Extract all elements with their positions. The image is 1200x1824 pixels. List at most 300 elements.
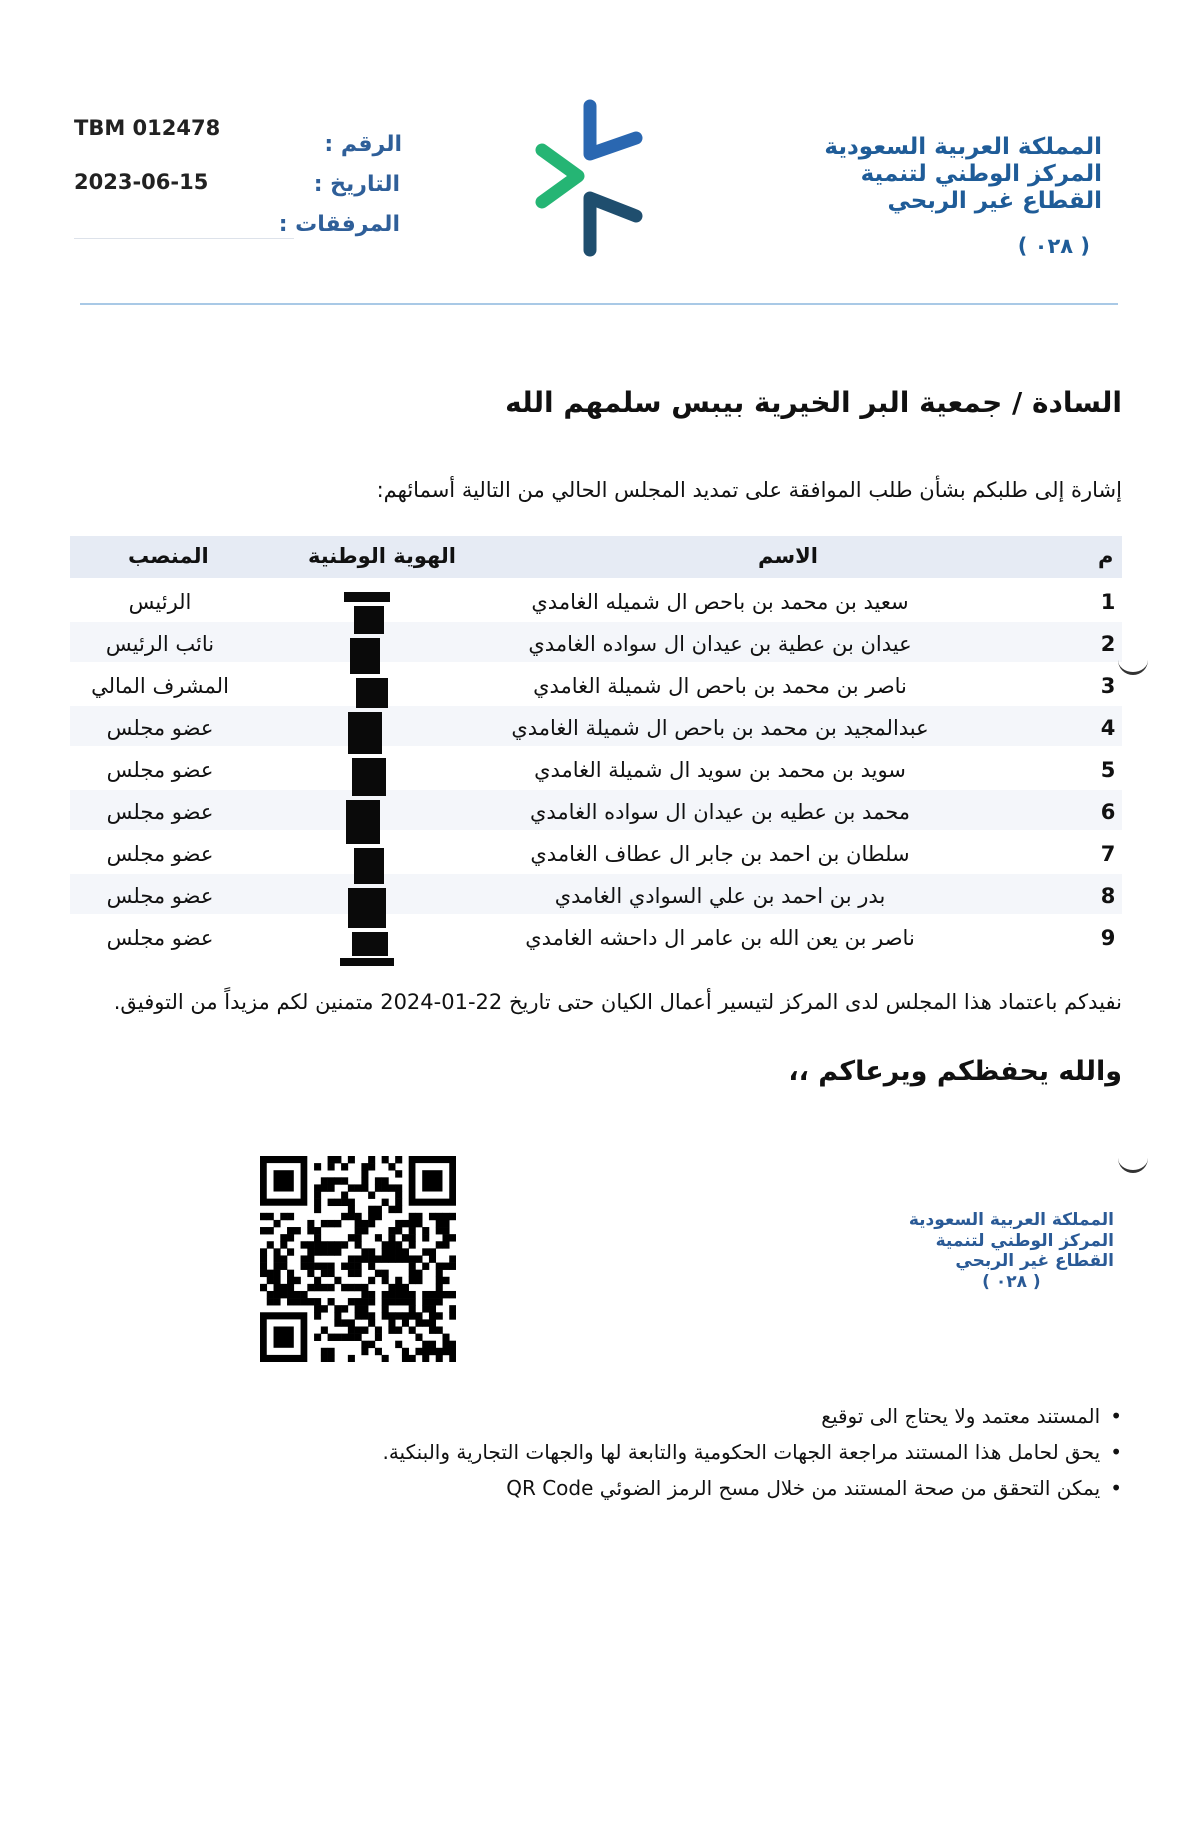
member-name: سعيد بن محمد بن باحص ال شميله الغامدي — [531, 590, 909, 614]
qr-module — [422, 1291, 429, 1298]
qr-module — [449, 1348, 456, 1355]
member-position: عضو مجلس — [106, 758, 214, 782]
qr-module — [341, 1334, 348, 1341]
qr-module — [449, 1263, 456, 1270]
qr-module — [415, 1213, 422, 1220]
logo-dark-arrow — [590, 198, 636, 250]
row-index: 3 — [1100, 674, 1116, 698]
stamp-code: ( ٠٢٨ ) — [982, 1272, 1041, 1293]
qr-module — [361, 1248, 368, 1255]
qr-module — [375, 1206, 382, 1213]
qr-module — [260, 1284, 267, 1291]
qr-module — [307, 1255, 314, 1262]
qr-module — [280, 1291, 287, 1298]
document-date: 2023-06-15 — [74, 170, 209, 194]
qr-module — [321, 1326, 328, 1333]
qr-module — [355, 1184, 362, 1191]
note-item — [222, 1476, 1122, 1500]
qr-module — [402, 1248, 409, 1255]
qr-module — [348, 1184, 355, 1191]
attachments-label: المرفقات : — [278, 212, 400, 237]
qr-module — [368, 1312, 375, 1319]
row-index: 6 — [1100, 800, 1116, 824]
qr-module — [274, 1270, 281, 1277]
qr-module — [348, 1199, 355, 1206]
qr-module — [409, 1213, 416, 1220]
qr-module — [422, 1263, 429, 1270]
qr-module — [395, 1255, 402, 1262]
intro-text: إشارة إلى طلبكم بشأن طلب الموافقة على تمديد المجلس الحالي من التالية أسمائهم: — [376, 478, 1122, 502]
qr-module — [314, 1334, 321, 1341]
header-divider — [80, 303, 1118, 305]
qr-module — [429, 1213, 436, 1220]
reference-number: TBM 012478 — [74, 116, 221, 140]
qr-module — [328, 1355, 335, 1362]
qr-module — [402, 1255, 409, 1262]
qr-module — [260, 1263, 267, 1270]
qr-module — [348, 1255, 355, 1262]
qr-module — [341, 1241, 348, 1248]
qr-module — [334, 1156, 341, 1163]
qr-module — [395, 1206, 402, 1213]
qr-module — [415, 1270, 422, 1277]
qr-module — [274, 1284, 281, 1291]
qr-module — [294, 1227, 301, 1234]
qr-module — [429, 1341, 436, 1348]
bullet-icon: • — [1110, 1404, 1122, 1428]
qr-module — [334, 1248, 341, 1255]
qr-module — [314, 1199, 321, 1206]
member-position: عضو مجلس — [106, 800, 214, 824]
qr-module — [348, 1234, 355, 1241]
qr-module — [429, 1298, 436, 1305]
qr-module — [314, 1305, 321, 1312]
qr-module — [355, 1312, 362, 1319]
notes-list — [222, 1404, 1122, 1512]
qr-module — [361, 1326, 368, 1333]
qr-module — [382, 1270, 389, 1277]
qr-module — [382, 1255, 389, 1262]
qr-module — [382, 1248, 389, 1255]
date-label: التاريخ : — [313, 172, 400, 197]
qr-module — [409, 1298, 416, 1305]
qr-module — [280, 1284, 287, 1291]
qr-module — [307, 1284, 314, 1291]
qr-module — [388, 1227, 395, 1234]
qr-module — [314, 1206, 321, 1213]
qr-module — [436, 1326, 443, 1333]
qr-module — [375, 1255, 382, 1262]
qr-module — [382, 1305, 389, 1312]
qr-module — [260, 1213, 267, 1220]
qr-module — [341, 1319, 348, 1326]
note-text: المستند معتمد ولا يحتاج الى توقيع — [821, 1404, 1101, 1428]
qr-module — [328, 1163, 335, 1170]
qr-module — [368, 1277, 375, 1284]
qr-module — [287, 1227, 294, 1234]
row-index: 4 — [1100, 716, 1116, 740]
qr-module — [321, 1241, 328, 1248]
stamp-line-3: القطاع غير الربحي — [955, 1251, 1114, 1272]
member-position: الرئيس — [128, 590, 192, 614]
qr-module — [422, 1341, 429, 1348]
qr-module — [395, 1192, 402, 1199]
qr-module — [328, 1241, 335, 1248]
qr-module — [388, 1298, 395, 1305]
qr-module — [395, 1156, 402, 1163]
qr-module — [409, 1326, 416, 1333]
qr-module — [429, 1348, 436, 1355]
qr-module — [402, 1284, 409, 1291]
member-position: المشرف المالي — [91, 674, 229, 698]
qr-module — [341, 1177, 348, 1184]
qr-module — [321, 1220, 328, 1227]
qr-module — [388, 1163, 395, 1170]
qr-module — [388, 1255, 395, 1262]
qr-module — [436, 1355, 443, 1362]
row-index: 8 — [1100, 884, 1116, 908]
qr-module — [409, 1270, 416, 1277]
qr-module — [348, 1355, 355, 1362]
qr-module — [361, 1291, 368, 1298]
qr-module — [328, 1348, 335, 1355]
qr-module — [328, 1184, 335, 1191]
note-text: يمكن التحقق من صحة المستند من خلال مسح الرمز الضوئي QR Code — [506, 1476, 1101, 1500]
member-position: عضو مجلس — [106, 716, 214, 740]
qr-module — [260, 1248, 267, 1255]
qr-module — [274, 1263, 281, 1270]
qr-module — [314, 1248, 321, 1255]
member-position: نائب الرئيس — [105, 632, 215, 656]
qr-module — [409, 1291, 416, 1298]
qr-module — [361, 1284, 368, 1291]
table-header-bar — [70, 536, 1122, 578]
qr-module — [341, 1263, 348, 1270]
qr-module — [274, 1277, 281, 1284]
qr-module — [307, 1241, 314, 1248]
qr-module — [422, 1319, 429, 1326]
qr-module — [442, 1334, 449, 1341]
qr-module — [328, 1284, 335, 1291]
qr-module — [436, 1277, 443, 1284]
qr-module — [314, 1241, 321, 1248]
salutation: والله يحفظكم ويرعاكم ،، — [788, 1056, 1122, 1087]
qr-module — [321, 1355, 328, 1362]
qr-module — [422, 1348, 429, 1355]
qr-module — [368, 1156, 375, 1163]
row-index: 5 — [1100, 758, 1116, 782]
qr-module — [287, 1248, 294, 1255]
qr-module — [348, 1334, 355, 1341]
col-header-position: المنصب — [128, 544, 209, 568]
member-name: سويد بن محمد بن سويد ال شميلة الغامدي — [534, 758, 906, 782]
qr-module — [274, 1248, 281, 1255]
stamp-line-1: المملكة العربية السعودية — [908, 1210, 1114, 1230]
qr-module — [375, 1177, 382, 1184]
qr-module — [267, 1241, 274, 1248]
qr-module — [415, 1348, 422, 1355]
qr-module — [355, 1213, 362, 1220]
qr-module — [307, 1248, 314, 1255]
date-underline — [74, 238, 294, 239]
qr-module — [341, 1163, 348, 1170]
qr-module — [422, 1298, 429, 1305]
qr-module — [361, 1227, 368, 1234]
qr-module — [395, 1184, 402, 1191]
qr-module — [267, 1213, 274, 1220]
col-header-index: م — [1098, 544, 1114, 568]
qr-module — [429, 1255, 436, 1262]
qr-module — [388, 1291, 395, 1298]
qr-module — [314, 1234, 321, 1241]
qr-module — [429, 1248, 436, 1255]
qr-module — [388, 1184, 395, 1191]
qr-module — [361, 1177, 368, 1184]
member-name: محمد بن عطيه بن عيدان ال سواده الغامدي — [529, 800, 911, 824]
qr-module — [361, 1220, 368, 1227]
qr-module — [301, 1241, 308, 1248]
qr-module — [409, 1305, 416, 1312]
qr-module — [395, 1291, 402, 1298]
qr-module — [429, 1312, 436, 1319]
qr-module — [442, 1263, 449, 1270]
qr-module — [307, 1220, 314, 1227]
qr-module — [267, 1298, 274, 1305]
qr-module — [307, 1263, 314, 1270]
qr-module — [334, 1334, 341, 1341]
qr-module — [355, 1334, 362, 1341]
qr-module — [287, 1234, 294, 1241]
qr-module — [321, 1305, 328, 1312]
qr-module — [415, 1220, 422, 1227]
qr-module — [314, 1284, 321, 1291]
qr-module — [368, 1298, 375, 1305]
qr-finder-center — [274, 1170, 294, 1191]
note-item — [222, 1404, 1122, 1428]
qr-module — [382, 1277, 389, 1284]
qr-module — [361, 1341, 368, 1348]
qr-module — [355, 1241, 362, 1248]
qr-module — [402, 1291, 409, 1298]
qr-module — [368, 1263, 375, 1270]
qr-module — [328, 1334, 335, 1341]
qr-module — [368, 1213, 375, 1220]
qr-module — [395, 1284, 402, 1291]
qr-module — [280, 1255, 287, 1262]
qr-module — [442, 1277, 449, 1284]
qr-module — [334, 1305, 341, 1312]
qr-module — [395, 1277, 402, 1284]
qr-module — [368, 1319, 375, 1326]
qr-module — [436, 1241, 443, 1248]
ncnp-logo-icon — [532, 98, 648, 258]
qr-module — [442, 1348, 449, 1355]
qr-finder-center — [274, 1326, 294, 1347]
qr-module — [348, 1206, 355, 1213]
qr-module — [361, 1312, 368, 1319]
qr-module — [388, 1284, 395, 1291]
qr-module — [402, 1234, 409, 1241]
qr-module — [301, 1263, 308, 1270]
qr-module — [314, 1192, 321, 1199]
qr-module — [321, 1263, 328, 1270]
qr-module — [328, 1199, 335, 1206]
qr-module — [321, 1184, 328, 1191]
qr-module — [267, 1227, 274, 1234]
qr-module — [368, 1255, 375, 1262]
qr-module — [402, 1298, 409, 1305]
qr-module — [442, 1291, 449, 1298]
note-item — [222, 1440, 1122, 1464]
qr-module — [436, 1284, 443, 1291]
qr-finder-center — [422, 1170, 442, 1191]
qr-module — [328, 1177, 335, 1184]
qr-module — [388, 1312, 395, 1319]
qr-module — [348, 1270, 355, 1277]
qr-module — [442, 1220, 449, 1227]
qr-module — [375, 1348, 382, 1355]
number-label: الرقم : — [324, 132, 402, 157]
qr-module — [274, 1220, 281, 1227]
qr-module — [280, 1234, 287, 1241]
qr-module — [361, 1255, 368, 1262]
qr-module — [307, 1270, 314, 1277]
qr-module — [429, 1326, 436, 1333]
qr-module — [375, 1213, 382, 1220]
qr-module — [301, 1298, 308, 1305]
qr-module — [388, 1206, 395, 1213]
qr-module — [382, 1199, 389, 1206]
qr-module — [348, 1326, 355, 1333]
qr-module — [415, 1334, 422, 1341]
qr-module — [436, 1220, 443, 1227]
qr-module — [368, 1163, 375, 1170]
qr-module — [314, 1263, 321, 1270]
qr-module — [436, 1263, 443, 1270]
qr-module — [395, 1326, 402, 1333]
qr-module — [382, 1355, 389, 1362]
qr-module — [436, 1227, 443, 1234]
qr-module — [436, 1213, 443, 1220]
qr-module — [328, 1270, 335, 1277]
qr-module — [409, 1220, 416, 1227]
qr-module — [348, 1298, 355, 1305]
member-name: ناصر بن محمد بن باحص ال شميلة الغامدي — [533, 674, 907, 698]
qr-module — [429, 1305, 436, 1312]
qr-module — [328, 1263, 335, 1270]
qr-module — [321, 1248, 328, 1255]
qr-module — [368, 1341, 375, 1348]
qr-module — [449, 1355, 456, 1362]
qr-module — [395, 1227, 402, 1234]
note-text: يحق لحامل هذا المستند مراجعة الجهات الحكومية والتابعة لها والجهات التجارية والبنكية. — [382, 1440, 1101, 1464]
qr-module — [287, 1291, 294, 1298]
qr-module — [442, 1241, 449, 1248]
qr-module — [341, 1213, 348, 1220]
qr-module — [422, 1227, 429, 1234]
qr-module — [388, 1326, 395, 1333]
member-name: ناصر بن يعن الله بن عامر ال داحشه الغامدي — [525, 926, 915, 950]
qr-module — [314, 1298, 321, 1305]
bullet-icon: • — [1110, 1440, 1122, 1464]
qr-module — [436, 1298, 443, 1305]
qr-module — [287, 1270, 294, 1277]
qr-module — [334, 1277, 341, 1284]
org-line-2: المركز الوطني لتنمية — [860, 161, 1102, 188]
qr-module — [415, 1277, 422, 1284]
qr-module — [368, 1291, 375, 1298]
qr-module — [402, 1319, 409, 1326]
qr-module — [395, 1220, 402, 1227]
qr-module — [409, 1227, 416, 1234]
punch-hole-mark — [1118, 1148, 1148, 1173]
qr-module — [260, 1227, 267, 1234]
qr-module — [388, 1234, 395, 1241]
qr-module — [449, 1305, 456, 1312]
qr-module — [328, 1298, 335, 1305]
qr-module — [355, 1227, 362, 1234]
qr-module — [355, 1234, 362, 1241]
member-name: عيدان بن عطية بن عيدان ال سواده الغامدي — [528, 632, 912, 656]
qr-module — [355, 1255, 362, 1262]
qr-module — [341, 1199, 348, 1206]
logo-green-arrow — [542, 150, 578, 202]
closing-text: نفيدكم باعتماد هذا المجلس لدى المركز لتيسير أعمال الكيان حتى تاريخ 22-01-2024 متمنين لكم مزيداً من التوفيق. — [113, 990, 1122, 1014]
qr-module — [388, 1248, 395, 1255]
qr-module — [355, 1220, 362, 1227]
qr-module — [442, 1227, 449, 1234]
qr-module — [328, 1248, 335, 1255]
qr-module — [449, 1291, 456, 1298]
bullet-icon: • — [1110, 1476, 1122, 1500]
qr-module — [382, 1298, 389, 1305]
qr-module — [355, 1263, 362, 1270]
qr-module — [402, 1312, 409, 1319]
qr-module — [348, 1213, 355, 1220]
organization-stamp — [909, 1210, 1114, 1293]
stamp-line-2: المركز الوطني لتنمية — [935, 1230, 1114, 1251]
qr-module — [409, 1277, 416, 1284]
qr-code-icon[interactable] — [260, 1156, 456, 1362]
qr-module — [294, 1277, 301, 1284]
qr-module — [328, 1220, 335, 1227]
qr-module — [449, 1255, 456, 1262]
qr-module — [442, 1341, 449, 1348]
col-header-national-id: الهوية الوطنية — [308, 544, 456, 568]
qr-module — [442, 1213, 449, 1220]
qr-module — [294, 1291, 301, 1298]
qr-module — [368, 1248, 375, 1255]
qr-module — [287, 1277, 294, 1284]
qr-module — [341, 1305, 348, 1312]
qr-module — [436, 1270, 443, 1277]
qr-module — [402, 1220, 409, 1227]
qr-module — [267, 1270, 274, 1277]
qr-module — [274, 1298, 281, 1305]
qr-module — [260, 1255, 267, 1262]
qr-module — [274, 1255, 281, 1262]
qr-module — [321, 1284, 328, 1291]
qr-module — [375, 1184, 382, 1191]
qr-module — [382, 1156, 389, 1163]
member-name: بدر بن احمد بن علي السوادي الغامدي — [554, 884, 886, 908]
punch-hole-mark — [1118, 650, 1148, 675]
qr-module — [280, 1213, 287, 1220]
qr-module — [368, 1192, 375, 1199]
member-position: عضو مجلس — [106, 884, 214, 908]
qr-module — [334, 1312, 341, 1319]
qr-module — [395, 1241, 402, 1248]
